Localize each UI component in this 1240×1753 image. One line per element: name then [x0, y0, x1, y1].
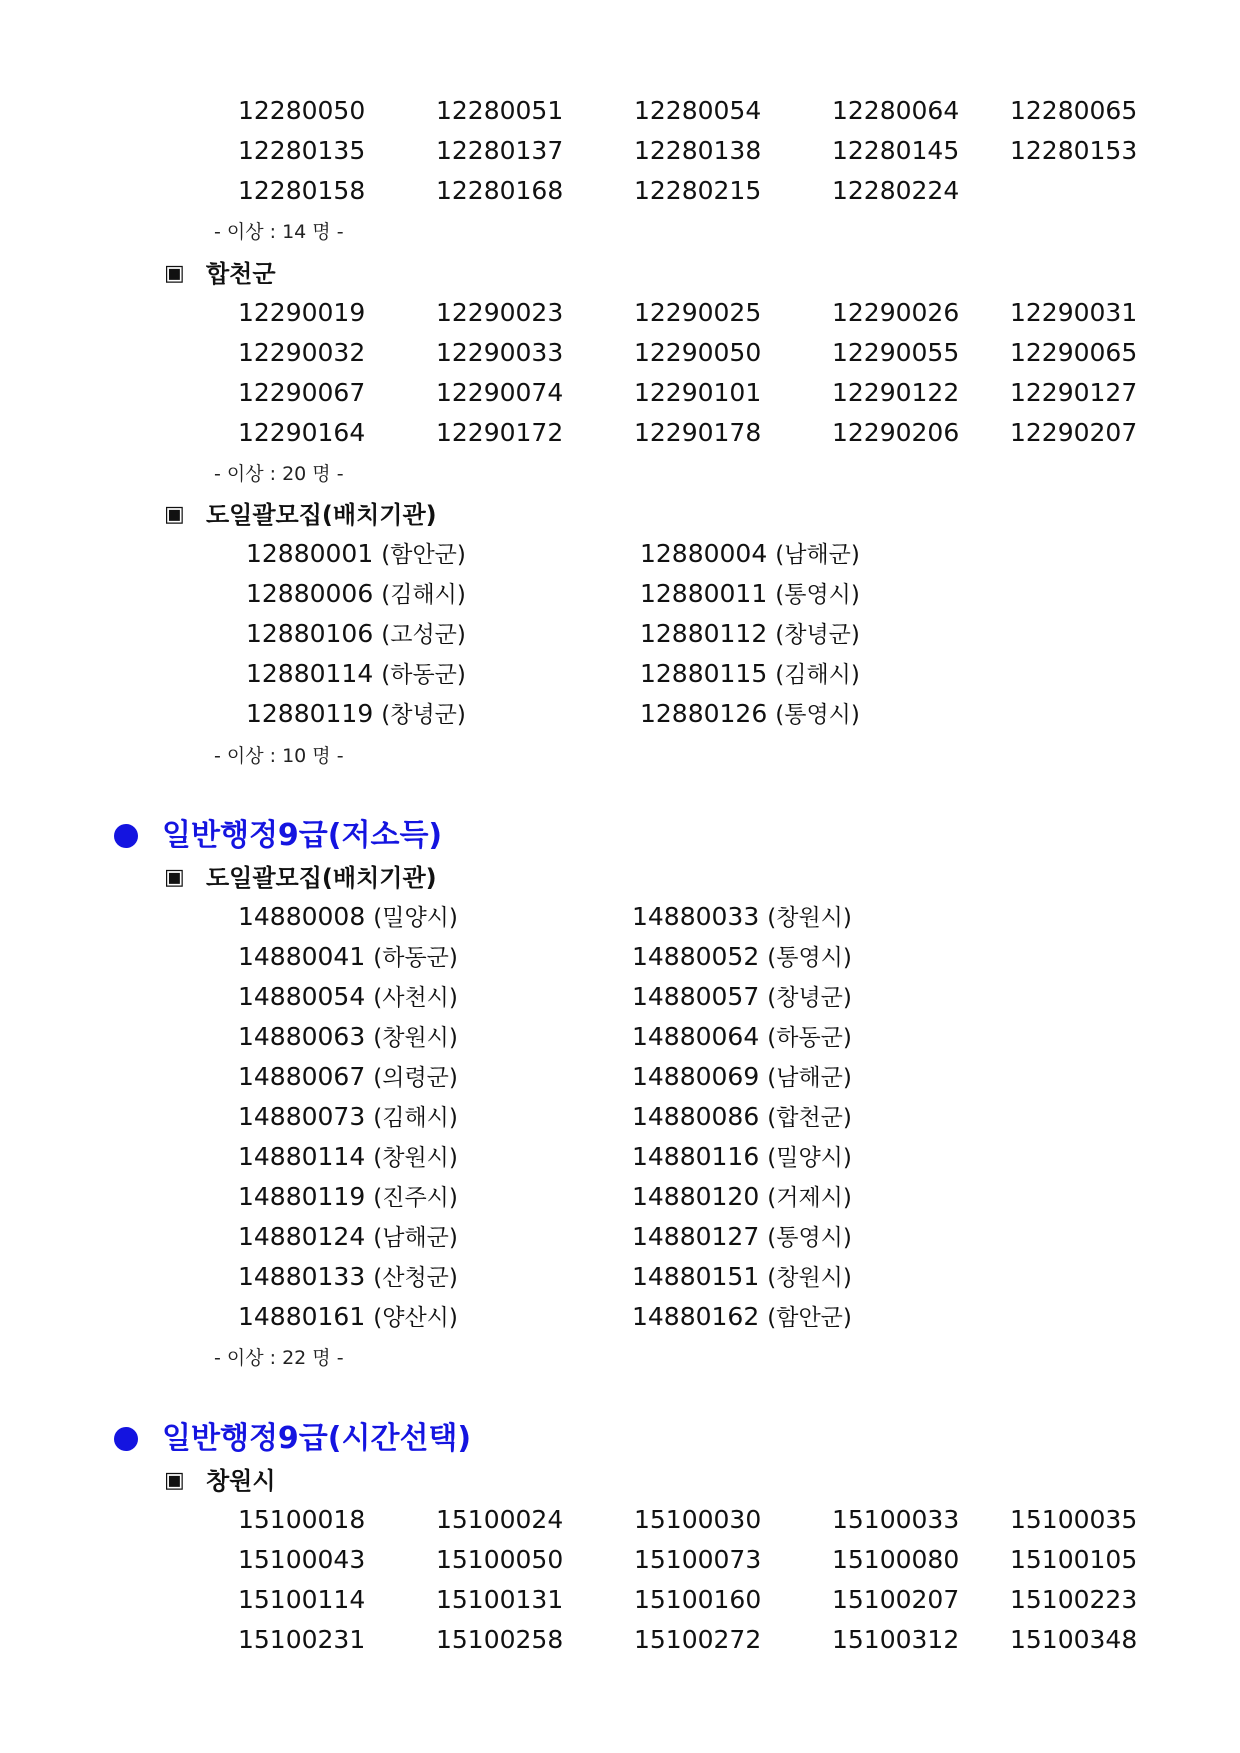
- candidate-number: 12880011: [640, 579, 768, 608]
- list-item: [246, 574, 466, 614]
- assigned-agency: (합천군): [767, 1105, 852, 1131]
- list-item: [632, 1097, 852, 1137]
- candidate-number: 12290207: [1010, 418, 1138, 447]
- assigned-agency: (창원시): [767, 905, 852, 931]
- table-row: [0, 1540, 1240, 1580]
- candidate-number: 12280138: [634, 136, 762, 165]
- candidate-number: 15100258: [436, 1625, 564, 1654]
- assigned-agency: (남해군): [767, 1065, 852, 1091]
- candidate-number: 14880133: [238, 1262, 366, 1291]
- candidate-number: 12290206: [832, 418, 960, 447]
- assigned-agency: (밀양시): [373, 905, 458, 931]
- candidate-number: 12880006: [246, 579, 374, 608]
- candidate-number: 12290065: [1010, 338, 1138, 367]
- list-item: [632, 1257, 852, 1297]
- list-item: [238, 1017, 458, 1057]
- table-row: [0, 1500, 1240, 1540]
- candidate-number: 14880067: [238, 1062, 366, 1091]
- candidate-number: 14880127: [632, 1222, 760, 1251]
- candidate-number: 14880162: [632, 1302, 760, 1331]
- candidate-number: 15100272: [634, 1625, 762, 1654]
- candidate-number: 12280137: [436, 136, 564, 165]
- candidate-number: 12280168: [436, 176, 564, 205]
- section-heading-time-select: [114, 1416, 471, 1460]
- candidate-number: 12290033: [436, 338, 564, 367]
- assigned-agency: (창원시): [767, 1265, 852, 1291]
- table-row: [0, 1620, 1240, 1660]
- candidate-number: 12290050: [634, 338, 762, 367]
- candidate-number: 14880116: [632, 1142, 760, 1171]
- assigned-agency: (통영시): [767, 1225, 852, 1251]
- candidate-number: 12280224: [832, 176, 960, 205]
- candidate-number: 12880112: [640, 619, 768, 648]
- list-item: [246, 614, 466, 654]
- candidate-number: 15100105: [1010, 1545, 1138, 1574]
- candidate-number: 12290178: [634, 418, 762, 447]
- candidate-number: 12290122: [832, 378, 960, 407]
- list-item: [238, 1257, 458, 1297]
- list-item: [238, 937, 458, 977]
- count-summary: - 이상 : 20 명 -: [214, 463, 344, 485]
- candidate-number: 12290172: [436, 418, 564, 447]
- candidate-number: 12880119: [246, 699, 374, 728]
- list-item: [238, 1137, 458, 1177]
- assigned-agency: (창원시): [373, 1145, 458, 1171]
- count-summary: - 이상 : 22 명 -: [214, 1347, 344, 1369]
- list-item: [238, 1217, 458, 1257]
- list-item: [632, 977, 852, 1017]
- table-row: [0, 293, 1240, 333]
- list-item: [238, 1297, 458, 1337]
- candidate-number: 14880114: [238, 1142, 366, 1171]
- section-title: 일반행정9급(시간선택): [162, 1420, 472, 1456]
- subsection-heading-province-recruitment: [164, 494, 437, 534]
- candidate-number: 12280145: [832, 136, 960, 165]
- table-row: [0, 373, 1240, 413]
- candidate-number: 15100223: [1010, 1585, 1138, 1614]
- candidate-number: 12290019: [238, 298, 366, 327]
- assigned-agency: (거제시): [767, 1185, 852, 1211]
- candidate-number: 12290101: [634, 378, 762, 407]
- candidate-number: 14880161: [238, 1302, 366, 1331]
- section-heading-low-income: [114, 813, 442, 857]
- candidate-number: 12280158: [238, 176, 366, 205]
- list-item: [238, 897, 458, 937]
- assigned-agency: (창녕군): [775, 622, 860, 648]
- candidate-number: 15100073: [634, 1545, 762, 1574]
- table-row: [0, 413, 1240, 453]
- table-row: [0, 131, 1240, 171]
- assigned-agency: (김해시): [373, 1105, 458, 1131]
- candidate-number: 12290164: [238, 418, 366, 447]
- subsection-title: 도일괄모집(배치기관): [206, 500, 437, 529]
- candidate-number: 15100131: [436, 1585, 564, 1614]
- assigned-agency: (창원시): [373, 1025, 458, 1051]
- candidate-number: 15100033: [832, 1505, 960, 1534]
- assigned-agency: (하동군): [767, 1025, 852, 1051]
- candidate-number: 14880041: [238, 942, 366, 971]
- candidate-number: 15100114: [238, 1585, 366, 1614]
- candidate-number: 15100043: [238, 1545, 366, 1574]
- assigned-agency: (창녕군): [381, 702, 466, 728]
- candidate-number: 15100050: [436, 1545, 564, 1574]
- candidate-number: 12290127: [1010, 378, 1138, 407]
- list-item: [632, 1017, 852, 1057]
- table-row: [0, 171, 1240, 211]
- candidate-number: 12290032: [238, 338, 366, 367]
- square-bullet-icon: ▣: [164, 864, 185, 890]
- square-bullet-icon: ▣: [164, 1467, 185, 1493]
- square-bullet-icon: ▣: [164, 260, 185, 286]
- assigned-agency: (사천시): [373, 985, 458, 1011]
- list-item: [238, 977, 458, 1017]
- subsection-title: 도일괄모집(배치기관): [206, 863, 437, 892]
- candidate-number: 14880054: [238, 982, 366, 1011]
- candidate-number: 12880115: [640, 659, 768, 688]
- candidate-number: 14880119: [238, 1182, 366, 1211]
- list-item: [238, 1057, 458, 1097]
- list-item: [246, 534, 466, 574]
- candidate-number: 15100312: [832, 1625, 960, 1654]
- table-row: [0, 333, 1240, 373]
- list-item: [632, 937, 852, 977]
- candidate-number: 15100035: [1010, 1505, 1138, 1534]
- list-item: [640, 694, 860, 734]
- candidate-number: 12880114: [246, 659, 374, 688]
- candidate-number: 14880120: [632, 1182, 760, 1211]
- assigned-agency: (함안군): [767, 1305, 852, 1331]
- candidate-number: 15100160: [634, 1585, 762, 1614]
- square-bullet-icon: ▣: [164, 501, 185, 527]
- assigned-agency: (산청군): [373, 1265, 458, 1291]
- candidate-number: 12290025: [634, 298, 762, 327]
- candidate-number: 14880151: [632, 1262, 760, 1291]
- list-item: [640, 614, 860, 654]
- assigned-agency: (진주시): [373, 1185, 458, 1211]
- list-item: [640, 654, 860, 694]
- candidate-number: 12280050: [238, 96, 366, 125]
- candidate-number: 12280051: [436, 96, 564, 125]
- list-item: [632, 1057, 852, 1097]
- assigned-agency: (남해군): [373, 1225, 458, 1251]
- candidate-number: 14880124: [238, 1222, 366, 1251]
- assigned-agency: (김해시): [381, 582, 466, 608]
- circle-bullet-icon: [114, 824, 138, 848]
- candidate-number: 12290026: [832, 298, 960, 327]
- list-item: [246, 694, 466, 734]
- list-item: [632, 1137, 852, 1177]
- candidate-number: 14880063: [238, 1022, 366, 1051]
- assigned-agency: (밀양시): [767, 1145, 852, 1171]
- count-summary: - 이상 : 10 명 -: [214, 745, 344, 767]
- assigned-agency: (의령군): [373, 1065, 458, 1091]
- assigned-agency: (통영시): [775, 702, 860, 728]
- candidate-number: 12290074: [436, 378, 564, 407]
- candidate-number: 12280064: [832, 96, 960, 125]
- circle-bullet-icon: [114, 1427, 138, 1451]
- assigned-agency: (하동군): [381, 662, 466, 688]
- candidate-number: 12880126: [640, 699, 768, 728]
- subsection-title: 합천군: [206, 259, 276, 288]
- candidate-number: 12280054: [634, 96, 762, 125]
- subsection-heading-changwon: [164, 1460, 276, 1500]
- subsection-heading-province-recruitment: [164, 857, 437, 897]
- table-row: [0, 1580, 1240, 1620]
- candidate-number: 12280135: [238, 136, 366, 165]
- assigned-agency: (고성군): [381, 622, 466, 648]
- candidate-number: 14880008: [238, 902, 366, 931]
- candidate-number: 14880033: [632, 902, 760, 931]
- list-item: [640, 574, 860, 614]
- assigned-agency: (남해군): [775, 542, 860, 568]
- candidate-number: 12280215: [634, 176, 762, 205]
- list-item: [640, 534, 860, 574]
- section-title: 일반행정9급(저소득): [162, 817, 443, 853]
- assigned-agency: (하동군): [373, 945, 458, 971]
- candidate-number: 15100348: [1010, 1625, 1138, 1654]
- candidate-number: 14880057: [632, 982, 760, 1011]
- list-item: [632, 897, 852, 937]
- candidate-number: 14880073: [238, 1102, 366, 1131]
- list-item: [632, 1217, 852, 1257]
- candidate-number: 12280153: [1010, 136, 1138, 165]
- candidate-number: 12280065: [1010, 96, 1138, 125]
- candidate-number: 12880106: [246, 619, 374, 648]
- candidate-number: 12290023: [436, 298, 564, 327]
- assigned-agency: (함안군): [381, 542, 466, 568]
- candidate-number: 14880086: [632, 1102, 760, 1131]
- candidate-number: 14880064: [632, 1022, 760, 1051]
- candidate-number: 14880052: [632, 942, 760, 971]
- list-item: [238, 1097, 458, 1137]
- assigned-agency: (창녕군): [767, 985, 852, 1011]
- subsection-heading-hapcheon: [164, 253, 276, 293]
- assigned-agency: (통영시): [775, 582, 860, 608]
- candidate-number: 14880069: [632, 1062, 760, 1091]
- candidate-number: 15100018: [238, 1505, 366, 1534]
- assigned-agency: (김해시): [775, 662, 860, 688]
- list-item: [632, 1177, 852, 1217]
- candidate-number: 15100030: [634, 1505, 762, 1534]
- candidate-number: 15100024: [436, 1505, 564, 1534]
- candidate-number: 15100231: [238, 1625, 366, 1654]
- candidate-number: 12290067: [238, 378, 366, 407]
- assigned-agency: (양산시): [373, 1305, 458, 1331]
- candidate-number: 15100080: [832, 1545, 960, 1574]
- table-row: [0, 91, 1240, 131]
- list-item: [246, 654, 466, 694]
- candidate-number: 12880004: [640, 539, 768, 568]
- candidate-number: 12290031: [1010, 298, 1138, 327]
- count-summary: - 이상 : 14 명 -: [214, 221, 344, 243]
- candidate-number: 12880001: [246, 539, 374, 568]
- candidate-number: 15100207: [832, 1585, 960, 1614]
- subsection-title: 창원시: [206, 1466, 276, 1495]
- list-item: [238, 1177, 458, 1217]
- list-item: [632, 1297, 852, 1337]
- assigned-agency: (통영시): [767, 945, 852, 971]
- candidate-number: 12290055: [832, 338, 960, 367]
